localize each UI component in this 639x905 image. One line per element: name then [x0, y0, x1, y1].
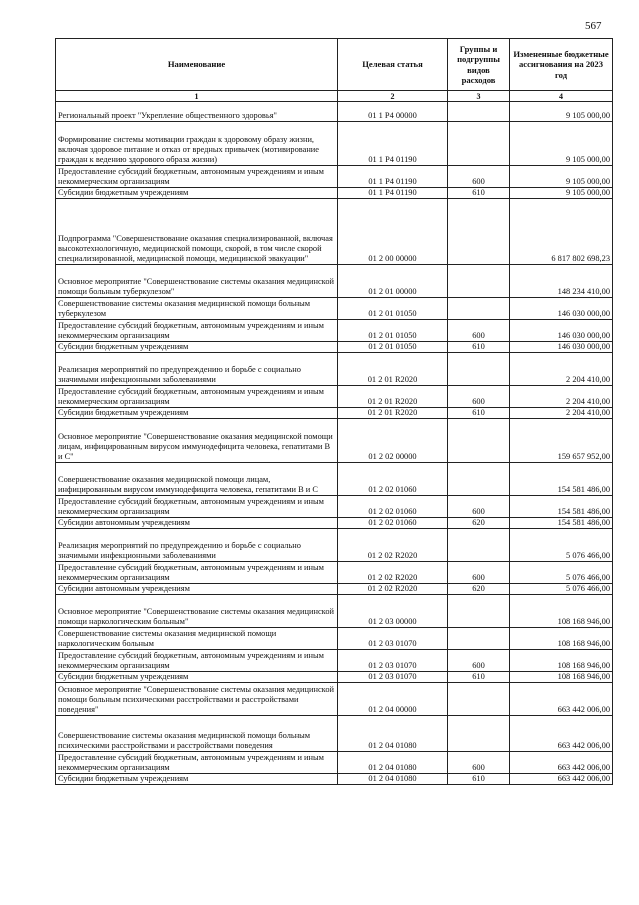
table-row	[56, 408, 613, 419]
header-expense-groups: Группы и подгруппы видов расходов	[448, 39, 510, 91]
table-row	[56, 496, 613, 518]
row-name: Совершенствование оказания медицинской помощи лицам, инфицированным вирусом иммунодефицита человека, гепатитами В и С	[56, 463, 338, 496]
budget-table	[55, 38, 613, 785]
row-expense-group	[448, 265, 510, 298]
row-target-article: 01 2 01 R2020	[338, 408, 448, 419]
row-target-article: 01 2 04 01080	[338, 752, 448, 774]
row-name: Предоставление субсидий бюджетным, автономным учреждениям и иным некоммерческим организациям	[56, 320, 338, 342]
row-target-article: 01 2 02 01060	[338, 463, 448, 496]
row-name: Субсидии бюджетным учреждениям	[56, 774, 338, 785]
row-name: Предоставление субсидий бюджетным, автономным учреждениям и иным некоммерческим организациям	[56, 386, 338, 408]
table-row	[56, 463, 613, 496]
row-name: Совершенствование системы оказания медицинской помощи наркологическим больным	[56, 628, 338, 650]
header-name: Наименование	[56, 39, 338, 91]
row-amount: 154 581 486,00	[510, 463, 613, 496]
row-target-article: 01 2 03 00000	[338, 595, 448, 628]
row-target-article: 01 2 01 01050	[338, 342, 448, 353]
table-row	[56, 562, 613, 584]
row-amount: 9 105 000,00	[510, 166, 613, 188]
row-target-article: 01 1 P4 01190	[338, 166, 448, 188]
row-expense-group	[448, 353, 510, 386]
header-target-article: Целевая статья	[338, 39, 448, 91]
row-amount: 154 581 486,00	[510, 496, 613, 518]
row-amount: 9 105 000,00	[510, 102, 613, 122]
table-row	[56, 265, 613, 298]
row-name: Субсидии автономным учреждениям	[56, 518, 338, 529]
header-row	[56, 39, 613, 91]
row-target-article: 01 1 P4 01190	[338, 188, 448, 199]
row-amount: 146 030 000,00	[510, 342, 613, 353]
row-target-article: 01 2 01 01050	[338, 320, 448, 342]
table-row	[56, 386, 613, 408]
row-amount: 2 204 410,00	[510, 408, 613, 419]
row-expense-group	[448, 595, 510, 628]
row-amount: 2 204 410,00	[510, 353, 613, 386]
column-number: 4	[510, 91, 613, 102]
row-expense-group: 600	[448, 166, 510, 188]
row-target-article: 01 2 03 01070	[338, 628, 448, 650]
table-row	[56, 774, 613, 785]
table-row	[56, 584, 613, 595]
row-target-article: 01 2 02 R2020	[338, 562, 448, 584]
row-name: Предоставление субсидий бюджетным, автономным учреждениям и иным некоммерческим организациям	[56, 752, 338, 774]
row-target-article: 01 2 03 01070	[338, 672, 448, 683]
row-name: Совершенствование системы оказания медицинской помощи больным туберкулезом	[56, 298, 338, 320]
row-name: Предоставление субсидий бюджетным, автономным учреждениям и иным некоммерческим организациям	[56, 496, 338, 518]
row-expense-group: 600	[448, 752, 510, 774]
row-target-article: 01 2 02 01060	[338, 518, 448, 529]
row-name: Совершенствование системы оказания медицинской помощи больным психическими расстройствами и расстройствами поведения	[56, 716, 338, 752]
row-target-article: 01 2 02 R2020	[338, 529, 448, 562]
row-amount: 2 204 410,00	[510, 386, 613, 408]
row-name: Реализация мероприятий по предупреждению и борьбе с социально значимыми инфекционными заболеваниями	[56, 353, 338, 386]
row-expense-group: 610	[448, 408, 510, 419]
row-amount: 146 030 000,00	[510, 320, 613, 342]
row-name: Подпрограмма "Совершенствование оказания специализированной, включая высокотехнологичную, медицинской помощи, скорой, в том числе скорой специализированной, медицинской помощи, медицинской эвакуации"	[56, 199, 338, 265]
row-expense-group	[448, 628, 510, 650]
row-expense-group	[448, 298, 510, 320]
row-expense-group: 610	[448, 774, 510, 785]
table-row	[56, 122, 613, 166]
row-expense-group: 600	[448, 562, 510, 584]
row-expense-group	[448, 102, 510, 122]
row-amount: 146 030 000,00	[510, 298, 613, 320]
row-amount: 108 168 946,00	[510, 628, 613, 650]
row-amount: 663 442 006,00	[510, 683, 613, 716]
row-amount: 148 234 410,00	[510, 265, 613, 298]
table-row	[56, 353, 613, 386]
row-name: Субсидии бюджетным учреждениям	[56, 342, 338, 353]
row-amount: 108 168 946,00	[510, 672, 613, 683]
row-expense-group	[448, 463, 510, 496]
row-target-article: 01 1 P4 01190	[338, 122, 448, 166]
table-row	[56, 650, 613, 672]
column-number: 3	[448, 91, 510, 102]
row-name: Основное мероприятие "Совершенствование системы оказания медицинской помощи больным туберкулезом"	[56, 265, 338, 298]
row-name: Предоставление субсидий бюджетным, автономным учреждениям и иным некоммерческим организациям	[56, 650, 338, 672]
table-row	[56, 628, 613, 650]
row-target-article: 01 2 03 01070	[338, 650, 448, 672]
table-row	[56, 529, 613, 562]
row-amount: 5 076 466,00	[510, 584, 613, 595]
row-target-article: 01 2 04 01080	[338, 716, 448, 752]
row-expense-group	[448, 683, 510, 716]
row-target-article: 01 2 02 01060	[338, 496, 448, 518]
row-amount: 108 168 946,00	[510, 650, 613, 672]
row-expense-group: 620	[448, 518, 510, 529]
table-body	[56, 102, 613, 785]
row-target-article: 01 1 P4 00000	[338, 102, 448, 122]
table-row	[56, 595, 613, 628]
row-target-article: 01 2 01 01050	[338, 298, 448, 320]
row-expense-group: 610	[448, 188, 510, 199]
table-row	[56, 320, 613, 342]
row-target-article: 01 2 02 00000	[338, 419, 448, 463]
row-amount: 5 076 466,00	[510, 529, 613, 562]
table-row	[56, 298, 613, 320]
row-target-article: 01 2 01 00000	[338, 265, 448, 298]
table-row	[56, 199, 613, 265]
row-name: Региональный проект "Укрепление общественного здоровья"	[56, 102, 338, 122]
table-row	[56, 342, 613, 353]
row-expense-group	[448, 716, 510, 752]
table-row	[56, 188, 613, 199]
row-expense-group: 600	[448, 320, 510, 342]
row-target-article: 01 2 01 R2020	[338, 386, 448, 408]
row-name: Субсидии автономным учреждениям	[56, 584, 338, 595]
row-amount: 663 442 006,00	[510, 752, 613, 774]
row-expense-group: 600	[448, 386, 510, 408]
row-amount: 159 657 952,00	[510, 419, 613, 463]
row-expense-group: 620	[448, 584, 510, 595]
row-target-article: 01 2 02 R2020	[338, 584, 448, 595]
row-expense-group	[448, 529, 510, 562]
row-amount: 108 168 946,00	[510, 595, 613, 628]
row-amount: 5 076 466,00	[510, 562, 613, 584]
row-name: Формирование системы мотивации граждан к здоровому образу жизни, включая здоровое питание и отказ от вредных привычек (мотивирование граждан к ведению здорового образа жизни)	[56, 122, 338, 166]
row-expense-group	[448, 122, 510, 166]
table-row	[56, 102, 613, 122]
row-expense-group: 610	[448, 342, 510, 353]
row-target-article: 01 2 04 01080	[338, 774, 448, 785]
row-target-article: 01 2 04 00000	[338, 683, 448, 716]
row-expense-group: 610	[448, 672, 510, 683]
table-row	[56, 518, 613, 529]
row-amount: 6 817 802 698,23	[510, 199, 613, 265]
column-number: 1	[56, 91, 338, 102]
table-row	[56, 752, 613, 774]
row-name: Субсидии бюджетным учреждениям	[56, 408, 338, 419]
row-name: Предоставление субсидий бюджетным, автономным учреждениям и иным некоммерческим организациям	[56, 562, 338, 584]
table-row	[56, 716, 613, 752]
column-number-row	[56, 91, 613, 102]
header-allocations-2023: Измененные бюджетные ассигнования на 2023 год	[510, 39, 613, 91]
row-name: Основное мероприятие "Совершенствование системы оказания медицинской помощи наркологическим больным"	[56, 595, 338, 628]
row-target-article: 01 2 01 R2020	[338, 353, 448, 386]
table-row	[56, 683, 613, 716]
row-name: Предоставление субсидий бюджетным, автономным учреждениям и иным некоммерческим организациям	[56, 166, 338, 188]
page-number: 567	[585, 20, 602, 32]
table-row	[56, 166, 613, 188]
row-name: Субсидии бюджетным учреждениям	[56, 188, 338, 199]
table-row	[56, 672, 613, 683]
row-expense-group: 600	[448, 496, 510, 518]
row-name: Основное мероприятие "Совершенствование оказания медицинской помощи лицам, инфицированным вирусом иммунодефицита человека, гепатитами В и С"	[56, 419, 338, 463]
row-amount: 9 105 000,00	[510, 122, 613, 166]
row-amount: 154 581 486,00	[510, 518, 613, 529]
row-amount: 663 442 006,00	[510, 716, 613, 752]
row-target-article: 01 2 00 00000	[338, 199, 448, 265]
row-expense-group: 600	[448, 650, 510, 672]
column-number: 2	[338, 91, 448, 102]
row-name: Реализация мероприятий по предупреждению и борьбе с социально значимыми инфекционными заболеваниями	[56, 529, 338, 562]
row-amount: 663 442 006,00	[510, 774, 613, 785]
row-expense-group	[448, 419, 510, 463]
row-name: Основное мероприятие "Совершенствование системы оказания медицинской помощи больным психическими расстройствами и расстройствами поведения"	[56, 683, 338, 716]
row-amount: 9 105 000,00	[510, 188, 613, 199]
table-row	[56, 419, 613, 463]
row-name: Субсидии бюджетным учреждениям	[56, 672, 338, 683]
row-expense-group	[448, 199, 510, 265]
